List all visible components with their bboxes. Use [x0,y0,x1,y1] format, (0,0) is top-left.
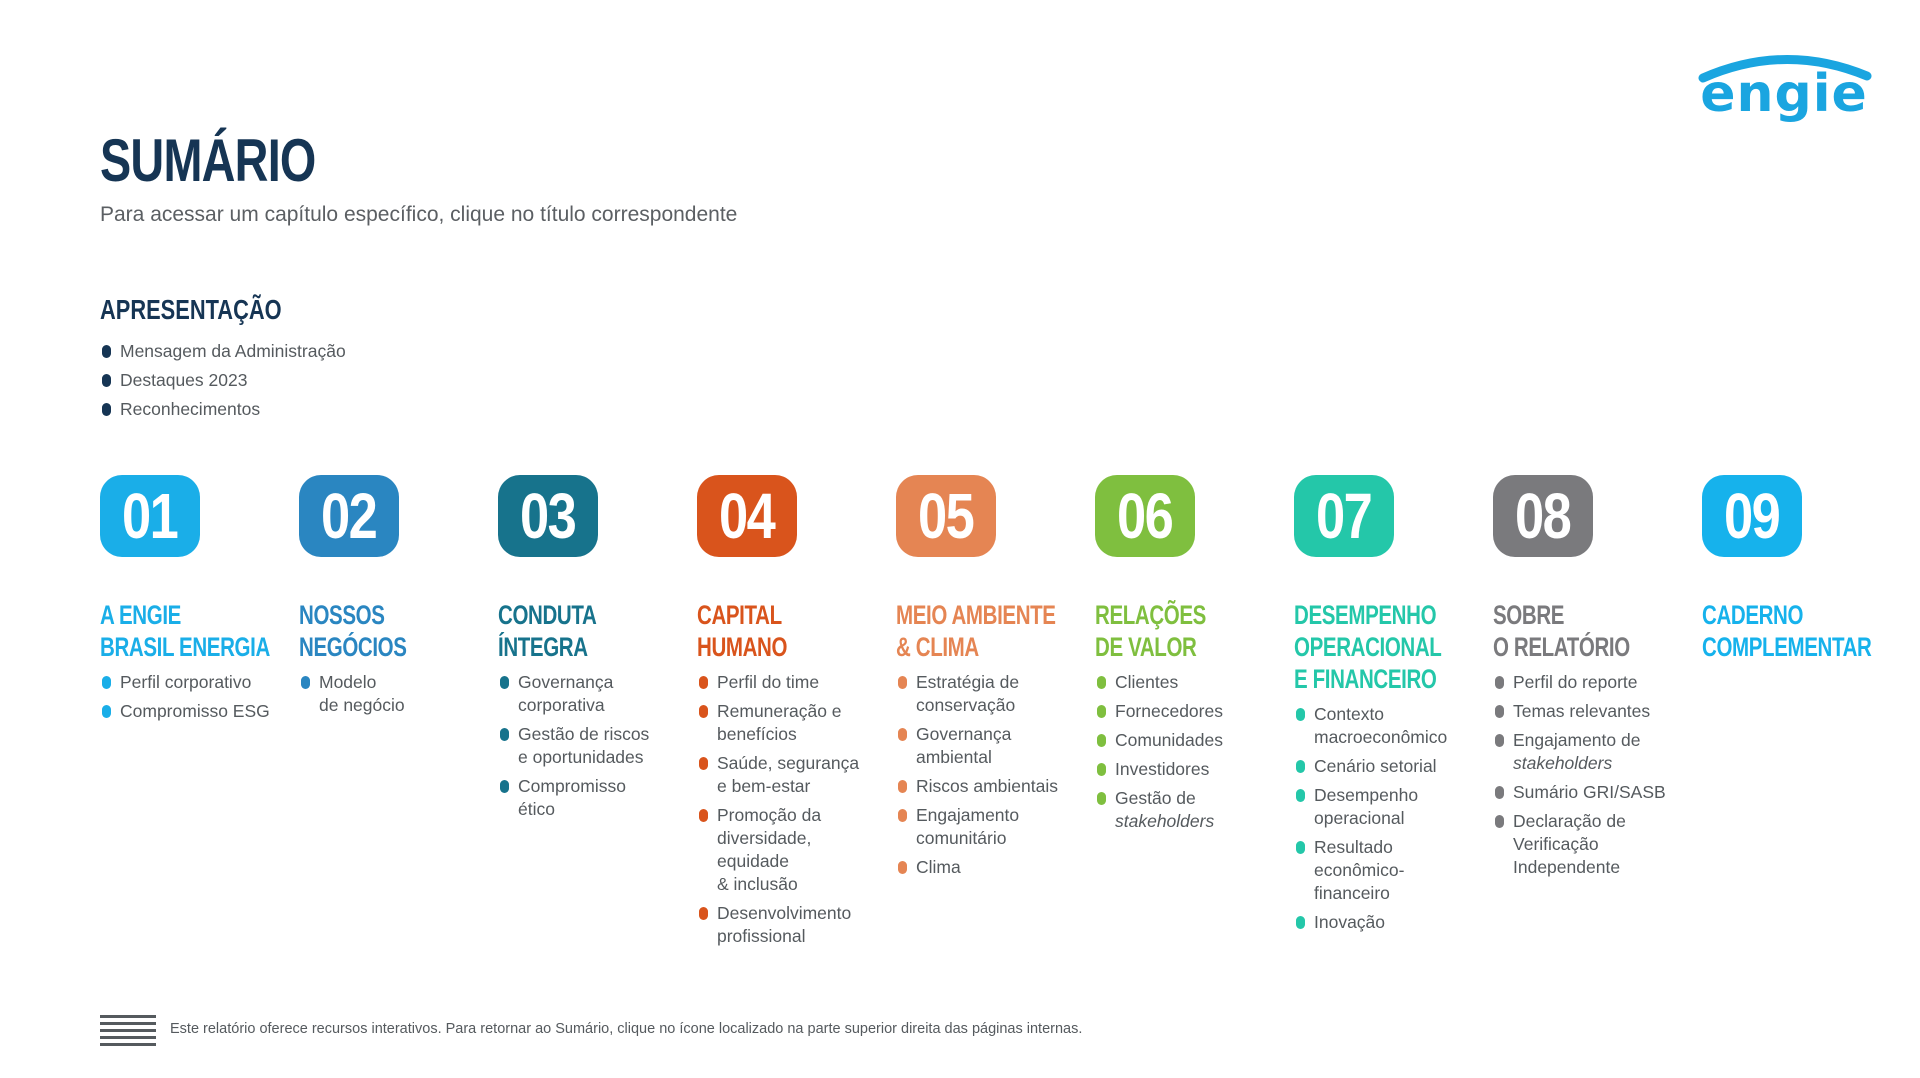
chapter-number-badge[interactable] [299,475,399,557]
chapter-topic-link[interactable]: Comunidades [1095,729,1290,752]
chapter-number-badge[interactable] [100,475,200,557]
chapter-topic-link[interactable]: Temas relevantes [1493,700,1688,723]
chapter-number-badge[interactable] [1493,475,1593,557]
chapter-title-link[interactable]: CONDUTA ÍNTEGRA [498,600,597,662]
chapter-topic-link[interactable]: Desempenho operacional [1294,784,1489,830]
chapter-title-link[interactable]: SOBRE O RELATÓRIO [1493,600,1630,662]
chapter-topic-link[interactable]: Clima [896,856,1091,879]
chapter-topics [299,671,494,717]
chapter-number: 04 [719,480,775,552]
chapter-number: 09 [1724,480,1780,552]
chapter-topic-link[interactable]: Governança corporativa [498,671,693,717]
chapter-topic-link[interactable]: Perfil do reporte [1493,671,1688,694]
page-subtitle: Para acessar um capítulo específico, clique no título correspondente [100,203,738,226]
chapter-topics [1493,671,1688,879]
chapter-number-badge[interactable] [697,475,797,557]
chapter-topic-link[interactable]: Modelo de negócio [299,671,494,717]
chapter-topics [1095,671,1290,833]
chapter-topic-link[interactable]: Gestão de stakeholders [1095,787,1290,833]
chapter-topic-link[interactable]: Remuneração e benefícios [697,700,892,746]
chapter-topic-link[interactable]: Investidores [1095,758,1290,781]
chapter-topic-link[interactable]: Governança ambiental [896,723,1091,769]
chapter-topic-link[interactable]: Riscos ambientais [896,775,1091,798]
chapter-topic-link[interactable]: Resultado econômico- financeiro [1294,836,1489,905]
presentation-list [100,337,346,424]
chapter-title-link[interactable]: CADERNO COMPLEMENTAR [1702,600,1872,662]
chapter-topic-link[interactable]: Fornecedores [1095,700,1290,723]
footer-text: Este relatório oferece recursos interativos. Para retornar ao Sumário, clique no ícone localizado na parte superior direita das páginas internas. [170,1021,1083,1037]
chapter-topic-link[interactable]: Clientes [1095,671,1290,694]
chapter-topic-link[interactable]: Cenário setorial [1294,755,1489,778]
chapter-number: 02 [321,480,377,552]
presentation-item[interactable]: Destaques 2023 [100,366,346,395]
chapter-09 [1702,475,1897,663]
chapter-02 [299,475,494,723]
chapter-topic-link[interactable]: Gestão de riscos e oportunidades [498,723,693,769]
chapter-number-badge[interactable] [1702,475,1802,557]
chapter-title-link[interactable]: RELAÇÕES DE VALOR [1095,600,1206,662]
chapter-topics [100,671,295,723]
chapter-topic-link[interactable]: Inovação [1294,911,1489,934]
chapter-01 [100,475,295,729]
chapter-number-badge[interactable] [1294,475,1394,557]
chapter-title-link[interactable]: MEIO AMBIENTE & CLIMA [896,600,1056,662]
chapter-topic-link[interactable]: Saúde, segurança e bem-estar [697,752,892,798]
chapter-06 [1095,475,1290,839]
chapter-number: 03 [520,480,576,552]
chapter-number: 06 [1117,480,1173,552]
chapter-topic-link[interactable]: Desenvolvimento profissional [697,902,892,948]
chapter-topic-link[interactable]: Engajamento comunitário [896,804,1091,850]
chapter-number: 08 [1515,480,1571,552]
chapter-title-link[interactable]: A ENGIE BRASIL ENERGIA [100,600,270,662]
chapter-topic-link[interactable]: Declaração de Verificação Independente [1493,810,1688,879]
chapter-topics [1294,703,1489,934]
chapter-title-link[interactable]: CAPITAL HUMANO [697,600,788,662]
chapter-number-badge[interactable] [896,475,996,557]
chapter-topic-link[interactable]: Compromisso ético [498,775,693,821]
chapter-number: 07 [1316,480,1372,552]
chapter-topic-link[interactable]: Contexto macroeconômico [1294,703,1489,749]
chapter-topic-link[interactable]: Promoção da diversidade, equidade & inclusão [697,804,892,896]
chapter-topic-link[interactable]: Sumário GRI/SASB [1493,781,1688,804]
chapter-title-link[interactable]: NOSSOS NEGÓCIOS [299,600,407,662]
engie-logo [1695,52,1875,124]
chapter-05 [896,475,1091,885]
chapter-04 [697,475,892,954]
chapter-08 [1493,475,1688,885]
chapter-topic-link[interactable]: Engajamento de stakeholders [1493,729,1688,775]
footer-note [100,1013,1082,1045]
chapter-topic-link[interactable]: Compromisso ESG [100,700,295,723]
chapter-topic-link[interactable]: Estratégia de conservação [896,671,1091,717]
menu-icon [100,1013,156,1045]
presentation-item[interactable]: Reconhecimentos [100,395,346,424]
chapter-07 [1294,475,1489,940]
chapter-number-badge[interactable] [1095,475,1195,557]
chapter-03 [498,475,693,827]
presentation-heading-link[interactable]: APRESENTAÇÃO [100,294,282,325]
chapter-topics [498,671,693,821]
chapter-topic-link[interactable]: Perfil corporativo [100,671,295,694]
chapter-topics [697,671,892,948]
logo-wordmark: engie [1700,64,1868,124]
chapter-title-link[interactable]: DESEMPENHO OPERACIONAL E FINANCEIRO [1294,600,1442,694]
chapter-topic-link[interactable]: Perfil do time [697,671,892,694]
chapter-number: 01 [122,480,178,552]
chapter-number-badge[interactable] [498,475,598,557]
chapter-topics [896,671,1091,879]
presentation-item[interactable]: Mensagem da Administração [100,337,346,366]
chapter-number: 05 [918,480,974,552]
page-title: SUMÁRIO [100,127,316,194]
